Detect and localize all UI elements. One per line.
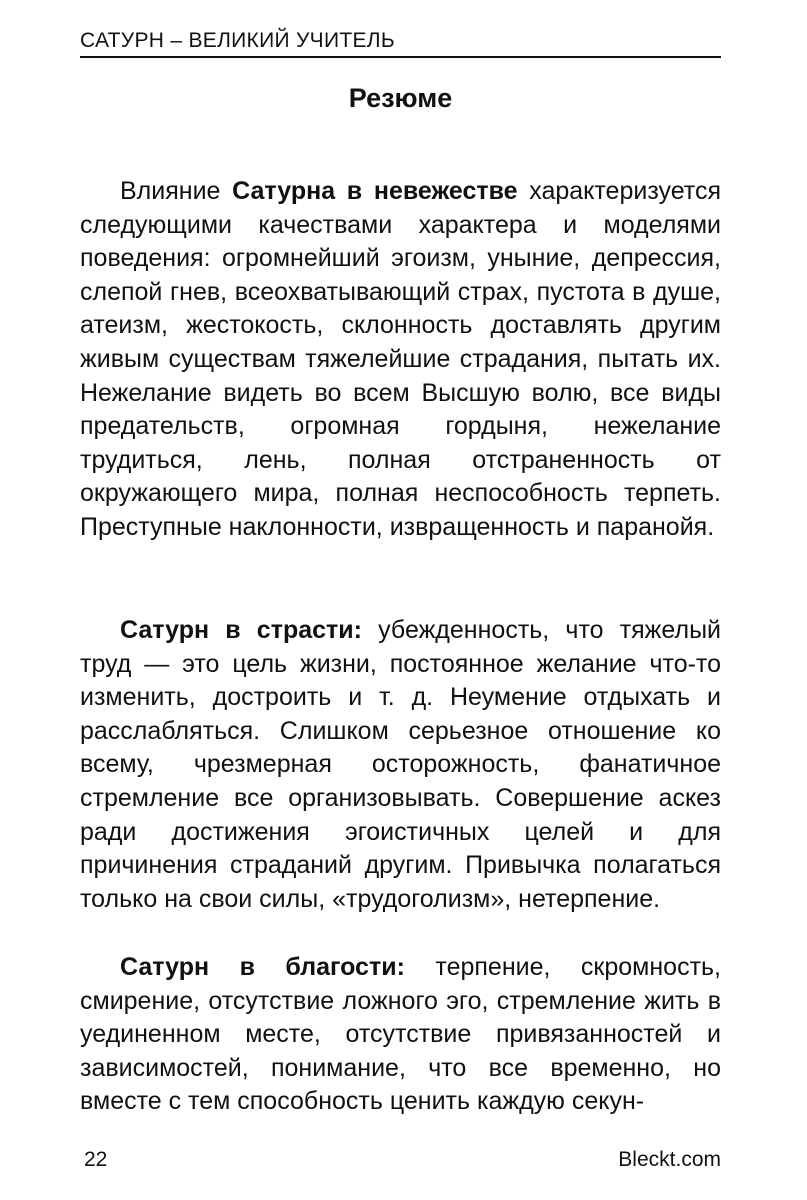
paragraph-body: характеризуется следующими качествами характера и моделями поведения: огромнейший эгоизм, уныние, депрессия, слепой гнев, всеохватывающий страх, пустота в душе, атеизм, жестокость, склонность доставлять другим живым существам тяжелейшие страдания, пытать их. Нежелание видеть во всем Высшую волю, все виды предательств, огромная гордыня, нежелание трудиться, лень, полная отстраненность от окружающего мира, полная неспособность терпеть. Преступные наклонности, извращенность и паранойя. <box>80 177 722 541</box>
paragraph-saturn-goodness <box>80 951 721 1119</box>
paragraph-bold-term: Сатурна в невежестве <box>232 177 518 205</box>
paragraph-saturn-passion <box>80 614 721 916</box>
section-title: Резюме <box>348 83 453 113</box>
paragraph-bold-term: Сатурн в благости: <box>120 953 405 981</box>
paragraph-saturn-ignorance <box>80 175 721 545</box>
paragraph-body: терпение, скромность, смирение, отсутствие ложного эго, стремление жить в уединенном месте, отсутствие привязанностей и зависимостей, понимание, что все временно, но вместе с тем способность ценить каждую секун- <box>80 953 721 1116</box>
book-page <box>80 0 721 1200</box>
page-number: 22 <box>84 1148 108 1171</box>
running-head: САТУРН – ВЕЛИКИЙ УЧИТЕЛЬ <box>80 26 721 58</box>
paragraph-body: убежденность, что тяжелый труд — это цель жизни, постоянное желание что-то изменить, достроить и т. д. Неумение отдыхать и расслабляться. Слишком серьезное отношение ко всему, чрезмерная осторожность, фанатичное стремление все организовывать. Совершение аскез ради достижения эгоистичных целей и для причинения страданий другим. Привычка полагаться только на свои силы, «трудоголизм», нетерпение. <box>80 616 721 913</box>
paragraph-bold-term: Сатурн в страсти: <box>120 616 362 644</box>
paragraph-lead-text: Влияние <box>120 177 233 205</box>
footer-site: Bleckt.com <box>618 1148 721 1171</box>
page-footer <box>80 1144 721 1176</box>
